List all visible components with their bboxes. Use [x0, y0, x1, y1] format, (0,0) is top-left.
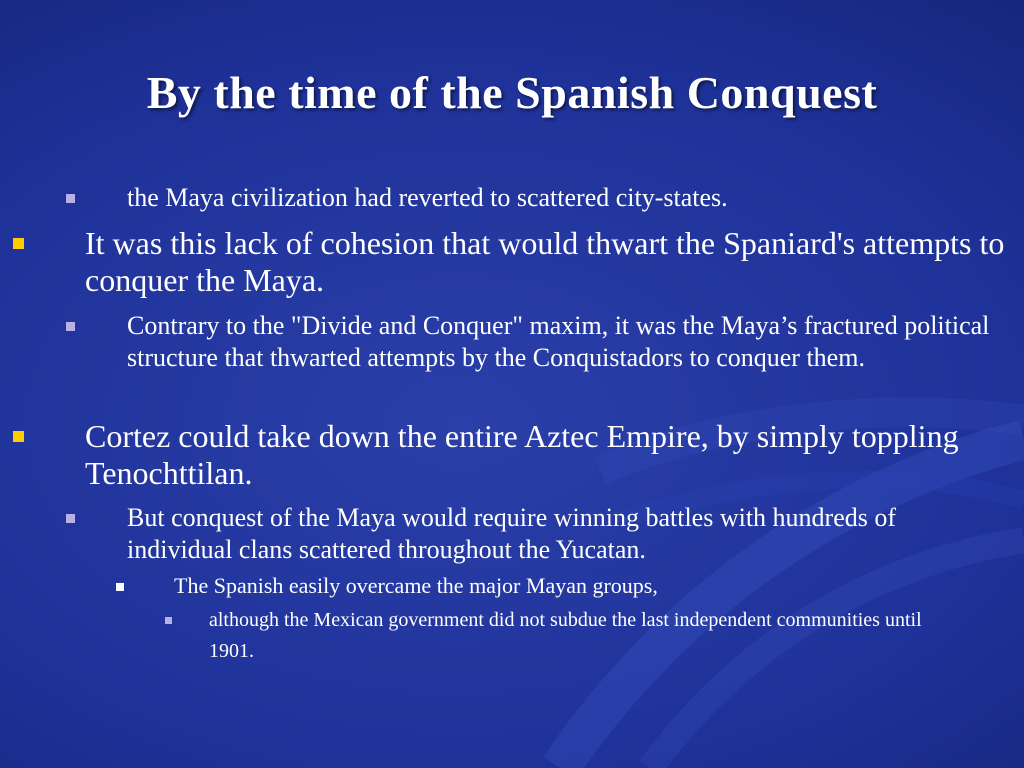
bullet-text: the Maya civilization had reverted to scattered city-states.: [127, 183, 728, 212]
square-bullet-icon: [66, 514, 75, 523]
bullet-text: The Spanish easily overcame the major Mayan groups,: [174, 573, 658, 598]
square-bullet-icon: [165, 617, 172, 624]
bullet-text: Contrary to the "Divide and Conquer" maxim, it was the Maya’s fractured political structure that thwarted attempts by the Conquistadors to conquer them.: [127, 311, 990, 372]
square-bullet-icon: [66, 194, 75, 203]
square-bullet-icon: [66, 322, 75, 331]
bullet-text: Cortez could take down the entire Aztec Empire, by simply toppling Tenochttilan.: [85, 418, 959, 491]
square-bullet-icon: [13, 238, 24, 249]
square-bullet-icon: [116, 583, 124, 591]
bullet-text: although the Mexican government did not subdue the last independent communities until 1901.: [209, 609, 922, 662]
bullet-text: It was this lack of cohesion that would thwart the Spaniard's attempts to conquer the Maya.: [85, 225, 1005, 298]
square-bullet-icon: [13, 431, 24, 442]
slide-title: By the time of the Spanish Conquest: [146, 67, 878, 118]
bullet-text: But conquest of the Maya would require winning battles with hundreds of individual clans scattered throughout the Yucatan.: [127, 503, 897, 564]
